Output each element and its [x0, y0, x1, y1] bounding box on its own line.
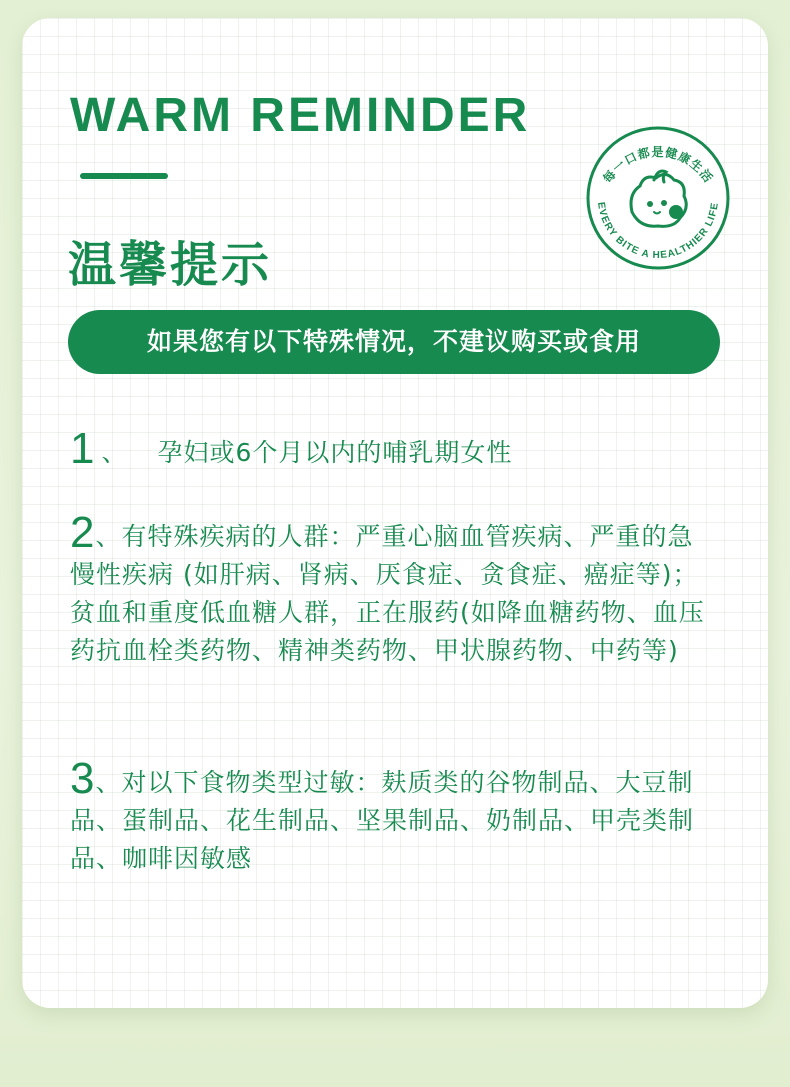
stamp-text-en: EVERY BITE A HEALTHIER LIFE	[595, 201, 721, 262]
item-separator: 、	[95, 768, 122, 797]
item-text: 孕妇或6个月以内的哺乳期女性	[157, 438, 513, 467]
list-item	[70, 424, 710, 473]
title-chinese: 温馨提示	[68, 237, 273, 293]
list-item	[70, 754, 710, 878]
item-number: 2	[70, 508, 96, 557]
title-underline	[80, 173, 168, 179]
item-separator: 、	[101, 438, 128, 467]
item-separator: 、	[95, 522, 122, 551]
title-english: WARM REMINDER	[70, 89, 531, 142]
item-number: 1	[70, 424, 96, 473]
healthy-life-stamp	[584, 124, 732, 272]
item-number: 3	[70, 754, 96, 803]
list-item	[70, 508, 710, 670]
warning-banner: 如果您有以下特殊情况，不建议购买或食用	[68, 310, 720, 374]
item-text: 有特殊疾病的人群：严重心脑血管疾病、严重的急慢性疾病 (如肝病、肾病、厌食症、贪食症、癌症等)；贫血和重度低血糖人群，正在服药(如降血糖药物、血压药抗血栓类药物、精神类药物、甲状腺药物、中药等)	[70, 522, 705, 665]
item-text: 对以下食物类型过敏：麸质类的谷物制品、大豆制品、蛋制品、花生制品、坚果制品、奶制品、甲壳类制品、咖啡因敏感	[70, 768, 695, 873]
stamp-text-cn: 每一口都是健康生活	[600, 145, 716, 186]
